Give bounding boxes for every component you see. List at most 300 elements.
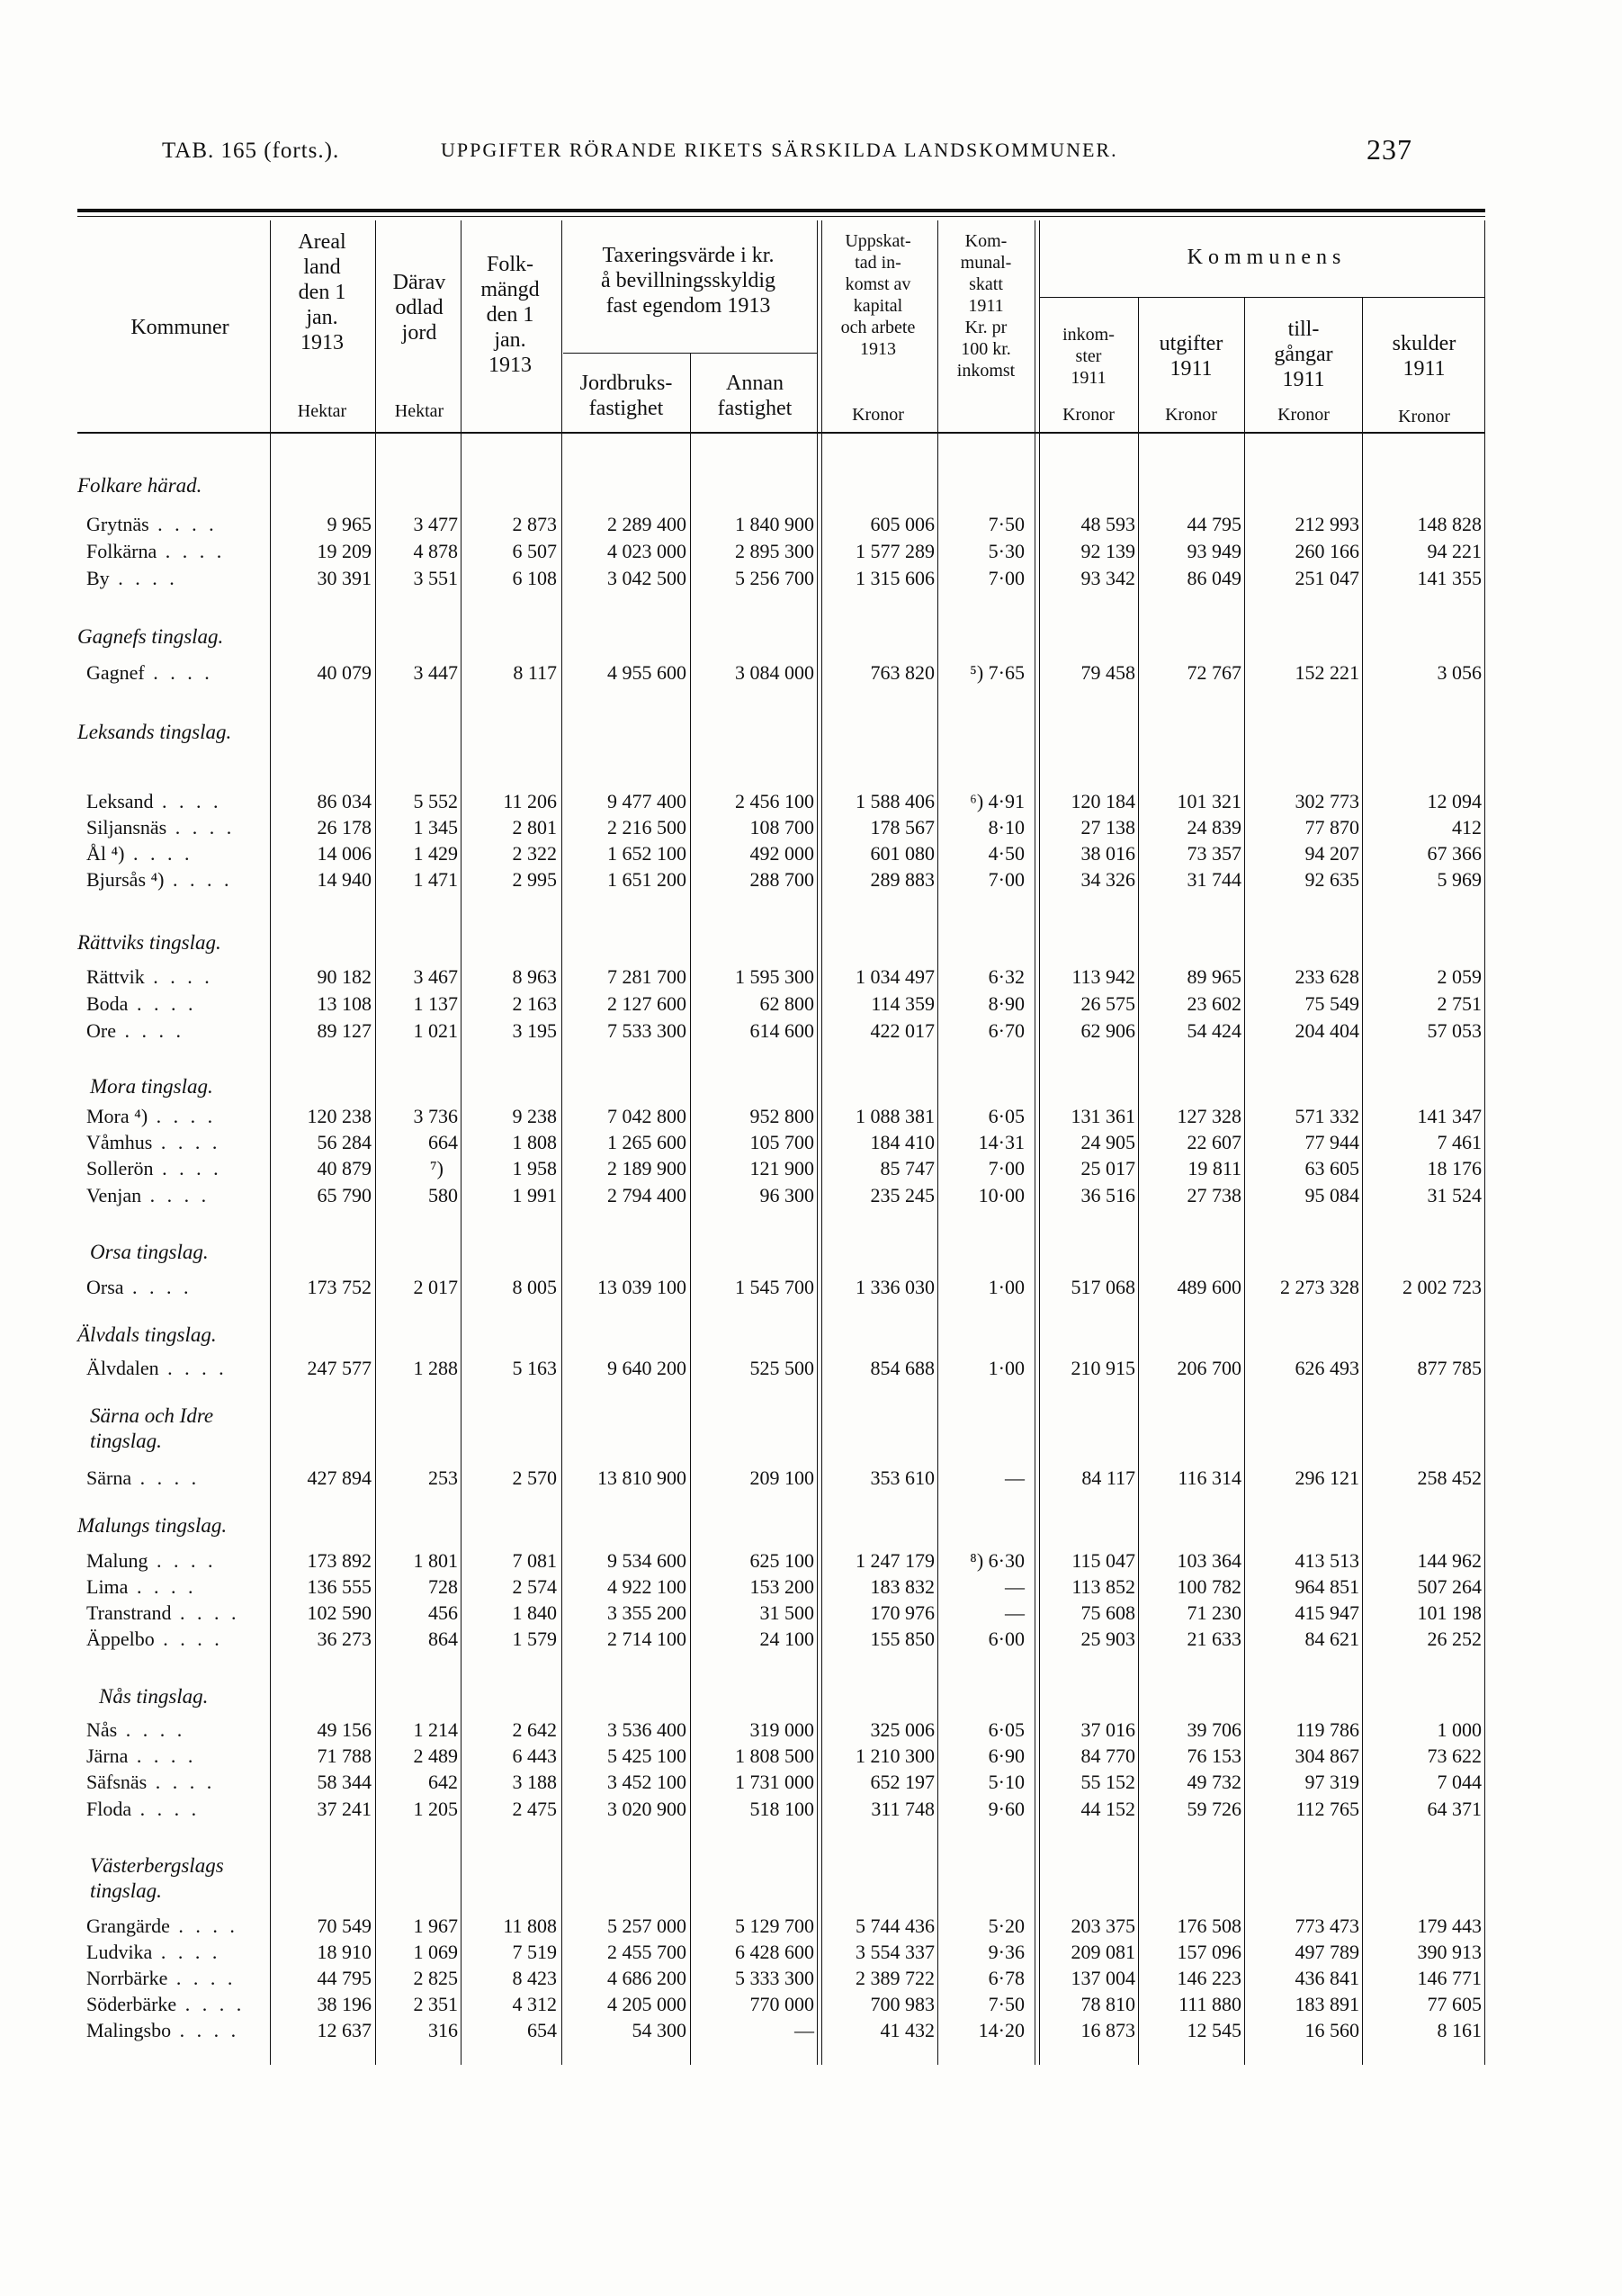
skatt-cell: — — [1005, 1601, 1025, 1624]
utg-cell: 93 949 — [1187, 540, 1241, 562]
col-kommunens-heading: K o m m u n e n s — [1187, 246, 1341, 269]
annan-cell: 952 800 — [749, 1105, 814, 1127]
till-cell: 571 332 — [1295, 1105, 1359, 1127]
unit-areal: Hektar — [297, 401, 347, 421]
upp-cell: 1 247 179 — [856, 1549, 935, 1572]
kommun-name: Ore . . . . — [86, 1019, 184, 1043]
unit-odlad: Hektar — [394, 401, 444, 421]
jord-cell: 5 425 100 — [607, 1744, 686, 1767]
odlad-cell: 1 471 — [413, 868, 458, 891]
annan-cell: 1 808 500 — [735, 1744, 814, 1767]
sku-cell: 146 771 — [1417, 1967, 1482, 1989]
folk-cell: 2 163 — [512, 992, 557, 1015]
areal-cell: 247 577 — [307, 1357, 372, 1379]
utg-cell: 23 602 — [1187, 992, 1241, 1015]
kommun-name: Våmhus . . . . — [86, 1131, 220, 1154]
sku-cell: 507 264 — [1417, 1575, 1482, 1598]
kommun-name: Lima . . . . — [86, 1575, 196, 1599]
folk-cell: 8 423 — [512, 1967, 557, 1989]
skatt-cell: 5·30 — [988, 540, 1025, 562]
ink-cell: 16 873 — [1080, 2019, 1135, 2041]
table-label: TAB. 165 (forts.). — [162, 139, 340, 163]
kommun-name: Orsa . . . . — [86, 1276, 193, 1299]
table-row — [0, 1771, 1622, 1794]
ink-cell: 92 139 — [1080, 540, 1135, 562]
utg-cell: 12 545 — [1187, 2019, 1241, 2041]
utg-cell: 49 732 — [1187, 1771, 1241, 1793]
till-cell: 204 404 — [1295, 1019, 1359, 1042]
folk-cell: 2 570 — [512, 1466, 557, 1489]
ink-cell: 84 770 — [1080, 1744, 1135, 1767]
areal-cell: 56 284 — [317, 1131, 372, 1153]
kommun-name: Malung . . . . — [86, 1549, 216, 1573]
ink-cell: 26 575 — [1080, 992, 1135, 1015]
sku-cell: 31 524 — [1427, 1184, 1482, 1206]
sku-cell: 7 044 — [1437, 1771, 1482, 1793]
annan-cell: 2 895 300 — [735, 540, 814, 562]
upp-cell: 289 883 — [870, 868, 935, 891]
jord-cell: 2 289 400 — [607, 513, 686, 535]
annan-cell: 5 333 300 — [735, 1967, 814, 1989]
section-heading: Malungs tingslag. — [77, 1514, 228, 1537]
jord-cell: 3 536 400 — [607, 1718, 686, 1741]
sku-cell: 148 828 — [1417, 513, 1482, 535]
skatt-cell: 6·05 — [988, 1105, 1025, 1127]
odlad-cell: 1 205 — [413, 1798, 458, 1820]
folk-cell: 3 195 — [512, 1019, 557, 1042]
ink-cell: 25 017 — [1080, 1157, 1135, 1179]
areal-cell: 13 108 — [317, 992, 372, 1015]
utg-cell: 54 424 — [1187, 1019, 1241, 1042]
section-heading: Orsa tingslag. — [90, 1241, 209, 1263]
ink-cell: 37 016 — [1080, 1718, 1135, 1741]
jord-cell: 13 810 900 — [597, 1466, 686, 1489]
odlad-cell: 3 477 — [413, 513, 458, 535]
jord-cell: 3 042 500 — [607, 567, 686, 589]
folk-cell: 2 995 — [512, 868, 557, 891]
utg-cell: 116 314 — [1178, 1466, 1241, 1489]
ink-cell: 44 152 — [1080, 1798, 1135, 1820]
folk-cell: 8 005 — [512, 1276, 557, 1298]
jord-cell: 3 452 100 — [607, 1771, 686, 1793]
areal-cell: 70 549 — [317, 1915, 372, 1937]
skatt-cell: 1·00 — [988, 1357, 1025, 1379]
upp-cell: 1 336 030 — [856, 1276, 935, 1298]
sku-cell: 8 161 — [1437, 2019, 1482, 2041]
utg-cell: 76 153 — [1187, 1744, 1241, 1767]
utg-cell: 21 633 — [1187, 1628, 1241, 1650]
table-row — [0, 1993, 1622, 2016]
upp-cell: 1 088 381 — [856, 1105, 935, 1127]
annan-cell: 62 800 — [759, 992, 814, 1015]
areal-cell: 18 910 — [317, 1941, 372, 1963]
jord-cell: 2 127 600 — [607, 992, 686, 1015]
areal-cell: 40 079 — [317, 661, 372, 684]
odlad-cell: 580 — [428, 1184, 458, 1206]
skatt-cell: 6·32 — [988, 965, 1025, 988]
till-cell: 2 273 328 — [1280, 1276, 1359, 1298]
jord-cell: 2 794 400 — [607, 1184, 686, 1206]
skatt-cell: 14·31 — [978, 1131, 1025, 1153]
kommun-name: Rättvik . . . . — [86, 965, 213, 989]
odlad-cell: 3 447 — [413, 661, 458, 684]
upp-cell: 854 688 — [870, 1357, 935, 1379]
areal-cell: 136 555 — [307, 1575, 372, 1598]
areal-cell: 71 788 — [317, 1744, 372, 1767]
table-row — [0, 513, 1622, 536]
areal-cell: 427 894 — [307, 1466, 372, 1489]
col-folkmangd: Folk- mängd den 1 jan. 1913 — [480, 253, 540, 377]
till-cell: 497 789 — [1295, 1941, 1359, 1963]
till-cell: 77 944 — [1304, 1131, 1359, 1153]
areal-cell: 40 879 — [317, 1157, 372, 1179]
jord-cell: 5 257 000 — [607, 1915, 686, 1937]
col-skulder: skulder 1911 — [1392, 332, 1456, 381]
table-row — [0, 661, 1622, 685]
upp-cell: 178 567 — [870, 816, 935, 839]
jord-cell: 7 533 300 — [607, 1019, 686, 1042]
annan-cell: 1 731 000 — [735, 1771, 814, 1793]
utg-cell: 22 607 — [1187, 1131, 1241, 1153]
upp-cell: 325 006 — [870, 1718, 935, 1741]
odlad-cell: 5 552 — [413, 790, 458, 812]
sku-cell: 26 252 — [1427, 1628, 1482, 1650]
jord-cell: 4 686 200 — [607, 1967, 686, 1989]
annan-cell: 288 700 — [749, 868, 814, 891]
unit-skulder: Kronor — [1398, 407, 1450, 426]
odlad-cell: 316 — [428, 2019, 458, 2041]
jord-cell: 4 922 100 — [607, 1575, 686, 1598]
kommun-name: Sollerön . . . . — [86, 1157, 222, 1180]
folk-cell: 1 958 — [512, 1157, 557, 1179]
table-row — [0, 1744, 1622, 1768]
skatt-cell: 4·50 — [988, 842, 1025, 865]
sku-cell: 179 443 — [1417, 1915, 1482, 1937]
skatt-cell: 5·20 — [988, 1915, 1025, 1937]
sku-cell: 390 913 — [1417, 1941, 1482, 1963]
skatt-cell: ⁸) 6·30 — [970, 1549, 1025, 1572]
table-row — [0, 842, 1622, 865]
odlad-cell: 253 — [428, 1466, 458, 1489]
odlad-cell: 2 017 — [413, 1276, 458, 1298]
kommun-name: Floda . . . . — [86, 1798, 200, 1821]
folk-cell: 11 808 — [503, 1915, 557, 1937]
skatt-cell: 5·10 — [988, 1771, 1025, 1793]
section-heading: Folkare härad. — [77, 474, 202, 497]
annan-cell: 2 456 100 — [735, 790, 814, 812]
till-cell: 212 993 — [1295, 513, 1359, 535]
annan-cell: 1 545 700 — [735, 1276, 814, 1298]
sku-cell: 12 094 — [1427, 790, 1482, 812]
sku-cell: 258 452 — [1417, 1466, 1482, 1489]
annan-cell: 5 129 700 — [735, 1915, 814, 1937]
sku-cell: 73 622 — [1427, 1744, 1482, 1767]
utg-cell: 44 795 — [1187, 513, 1241, 535]
annan-cell: 1 840 900 — [735, 513, 814, 535]
jord-cell: 9 477 400 — [607, 790, 686, 812]
kommun-name: Gagnef . . . . — [86, 661, 213, 685]
ink-cell: 84 117 — [1081, 1466, 1135, 1489]
skatt-cell: 8·90 — [988, 992, 1025, 1015]
till-cell: 436 841 — [1295, 1967, 1359, 1989]
sku-cell: 412 — [1452, 816, 1482, 839]
folk-cell: 4 312 — [512, 1993, 557, 2015]
ink-cell: 115 047 — [1071, 1549, 1135, 1572]
kommun-name: Leksand . . . . — [86, 790, 222, 813]
jord-cell: 7 042 800 — [607, 1105, 686, 1127]
till-cell: 302 773 — [1295, 790, 1359, 812]
table-row — [0, 1798, 1622, 1821]
utg-cell: 31 744 — [1187, 868, 1241, 891]
jord-cell: 4 023 000 — [607, 540, 686, 562]
skatt-cell: 14·20 — [978, 2019, 1025, 2041]
col-utgifter: utgifter 1911 — [1159, 332, 1223, 381]
col-kommuner: Kommuner — [130, 316, 229, 339]
utg-cell: 157 096 — [1177, 1941, 1241, 1963]
ink-cell: 203 375 — [1071, 1915, 1135, 1937]
table-row — [0, 790, 1622, 813]
kommun-name: Norrbärke . . . . — [86, 1967, 236, 1990]
ink-cell: 120 184 — [1071, 790, 1135, 812]
areal-cell: 65 790 — [317, 1184, 372, 1206]
folk-cell: 7 081 — [512, 1549, 557, 1572]
table-row — [0, 1718, 1622, 1742]
upp-cell: 114 359 — [871, 992, 935, 1015]
areal-cell: 49 156 — [317, 1718, 372, 1741]
table-row — [0, 1276, 1622, 1299]
folk-cell: 654 — [527, 2019, 557, 2041]
kommun-name: Siljansnäs . . . . — [86, 816, 235, 839]
skatt-cell: ⁶) 4·91 — [970, 790, 1025, 812]
utg-cell: 86 049 — [1187, 567, 1241, 589]
till-cell: 77 870 — [1304, 816, 1359, 839]
utg-cell: 111 880 — [1178, 1993, 1241, 2015]
folk-cell: 5 163 — [512, 1357, 557, 1379]
utg-cell: 101 321 — [1177, 790, 1241, 812]
col-inkomster: inkom- ster 1911 — [1062, 325, 1115, 388]
utg-cell: 89 965 — [1187, 965, 1241, 988]
upp-cell: 1 315 606 — [856, 567, 935, 589]
section-heading: Gagnefs tingslag. — [77, 625, 224, 648]
utg-cell: 176 508 — [1177, 1915, 1241, 1937]
odlad-cell: 4 878 — [413, 540, 458, 562]
table-row — [0, 1105, 1622, 1128]
jord-cell: 2 455 700 — [607, 1941, 686, 1963]
odlad-cell: 1 137 — [413, 992, 458, 1015]
table-row — [0, 540, 1622, 563]
till-cell: 304 867 — [1295, 1744, 1359, 1767]
sku-cell: 18 176 — [1427, 1157, 1482, 1179]
till-cell: 119 786 — [1295, 1718, 1359, 1741]
col-areal: Areal land den 1 jan. 1913 — [298, 230, 346, 354]
kommun-name: Grytnäs . . . . — [86, 513, 218, 536]
table-row — [0, 992, 1622, 1016]
areal-cell: 89 127 — [317, 1019, 372, 1042]
annan-cell: 121 900 — [749, 1157, 814, 1179]
jord-cell: 9 640 200 — [607, 1357, 686, 1379]
areal-cell: 58 344 — [317, 1771, 372, 1793]
section-heading: Älvdals tingslag. — [77, 1323, 217, 1346]
table-row — [0, 1466, 1622, 1490]
utg-cell: 19 811 — [1187, 1157, 1241, 1179]
till-cell: 964 851 — [1295, 1575, 1359, 1598]
upp-cell: 183 832 — [870, 1575, 935, 1598]
jord-cell: 54 300 — [632, 2019, 686, 2041]
upp-cell: 311 748 — [871, 1798, 935, 1820]
skatt-cell: 6·90 — [988, 1744, 1025, 1767]
kommun-name: Särna . . . . — [86, 1466, 200, 1490]
skatt-cell: — — [1005, 1466, 1025, 1489]
sku-cell: 877 785 — [1417, 1357, 1482, 1379]
utg-cell: 127 328 — [1177, 1105, 1241, 1127]
folk-cell: 8 963 — [512, 965, 557, 988]
unit-inkomster: Kronor — [1062, 405, 1115, 425]
till-cell: 97 319 — [1304, 1771, 1359, 1793]
page-header — [162, 133, 1412, 169]
odlad-cell: 2 825 — [413, 1967, 458, 1989]
unit-tillgangar: Kronor — [1277, 405, 1330, 425]
kommun-name: Bjursås ⁴) . . . . — [86, 868, 233, 892]
annan-cell: 6 428 600 — [735, 1941, 814, 1963]
upp-cell: 235 245 — [870, 1184, 935, 1206]
header-bottom-rule — [77, 432, 1485, 434]
areal-cell: 90 182 — [317, 965, 372, 988]
upp-cell: 3 554 337 — [856, 1941, 935, 1963]
odlad-cell: 1 429 — [413, 842, 458, 865]
col-darav: Därav odlad jord — [392, 271, 446, 345]
till-cell: 413 513 — [1295, 1549, 1359, 1572]
kommun-name: By . . . . — [86, 567, 178, 590]
utg-cell: 71 230 — [1187, 1601, 1241, 1624]
upp-cell: 1 210 300 — [856, 1744, 935, 1767]
odlad-cell: 664 — [428, 1131, 458, 1153]
upp-cell: 2 389 722 — [856, 1967, 935, 1989]
ink-cell: 34 326 — [1080, 868, 1135, 891]
odlad-cell: 1 021 — [413, 1019, 458, 1042]
utg-cell: 39 706 — [1187, 1718, 1241, 1741]
sku-cell: 7 461 — [1437, 1131, 1482, 1153]
ink-cell: 55 152 — [1080, 1771, 1135, 1793]
jord-cell: 4 205 000 — [607, 1993, 686, 2015]
areal-cell: 38 196 — [317, 1993, 372, 2015]
areal-cell: 12 637 — [317, 2019, 372, 2041]
skatt-cell: 9·60 — [988, 1798, 1025, 1820]
ink-cell: 210 915 — [1071, 1357, 1135, 1379]
ink-cell: 25 903 — [1080, 1628, 1135, 1650]
sku-cell: 67 366 — [1427, 842, 1482, 865]
annan-cell: — — [794, 2019, 814, 2041]
utg-cell: 100 782 — [1177, 1575, 1241, 1598]
annan-cell: 96 300 — [759, 1184, 814, 1206]
annan-cell: 614 600 — [749, 1019, 814, 1042]
sku-cell: 64 371 — [1427, 1798, 1482, 1820]
annan-cell: 5 256 700 — [735, 567, 814, 589]
folk-cell: 2 475 — [512, 1798, 557, 1820]
ink-cell: 137 004 — [1071, 1967, 1135, 1989]
upp-cell: 422 017 — [870, 1019, 935, 1042]
till-cell: 152 221 — [1295, 661, 1359, 684]
table-row — [0, 1915, 1622, 1938]
areal-cell: 173 752 — [307, 1276, 372, 1298]
kommun-name: Malingsbo . . . . — [86, 2019, 239, 2042]
annan-cell: 105 700 — [749, 1131, 814, 1153]
kommun-name: Järna . . . . — [86, 1744, 196, 1768]
areal-cell: 36 273 — [317, 1628, 372, 1650]
odlad-cell: 2 489 — [413, 1744, 458, 1767]
col-kommunalskatt: Kom- munal- skatt 1911 Kr. pr 100 kr. inkomst — [956, 231, 1016, 381]
sku-cell: 5 969 — [1437, 868, 1482, 891]
skatt-cell: 7·00 — [988, 567, 1025, 589]
ink-cell: 209 081 — [1071, 1941, 1135, 1963]
skatt-cell: 1·00 — [988, 1276, 1025, 1298]
areal-cell: 44 795 — [317, 1967, 372, 1989]
upp-cell: 763 820 — [870, 661, 935, 684]
sku-cell: 2 059 — [1437, 965, 1482, 988]
kommun-name: Grangärde . . . . — [86, 1915, 238, 1938]
odlad-cell: 1 967 — [413, 1915, 458, 1937]
till-cell: 183 891 — [1295, 1993, 1359, 2015]
jord-cell: 2 714 100 — [607, 1628, 686, 1650]
section-heading: Västerbergslags tingslag. — [90, 1854, 224, 1902]
areal-cell: 14 006 — [317, 842, 372, 865]
upp-cell: 170 976 — [870, 1601, 935, 1624]
upp-cell: 5 744 436 — [856, 1915, 935, 1937]
till-cell: 84 621 — [1304, 1628, 1359, 1650]
skatt-cell: 7·50 — [988, 1993, 1025, 2015]
table-row — [0, 2019, 1622, 2042]
upp-cell: 353 610 — [870, 1466, 935, 1489]
upp-cell: 41 432 — [880, 2019, 935, 2041]
annan-cell: 3 084 000 — [735, 661, 814, 684]
skatt-cell: 9·36 — [988, 1941, 1025, 1963]
upp-cell: 1 034 497 — [856, 965, 935, 988]
areal-cell: 26 178 — [317, 816, 372, 839]
folk-cell: 9 238 — [512, 1105, 557, 1127]
skatt-cell: 7·00 — [988, 868, 1025, 891]
areal-cell: 120 238 — [307, 1105, 372, 1127]
upp-cell: 605 006 — [870, 513, 935, 535]
ink-cell: 78 810 — [1080, 1993, 1135, 2015]
kommun-name: Transtrand . . . . — [86, 1601, 240, 1625]
utg-cell: 489 600 — [1177, 1276, 1241, 1298]
areal-cell: 173 892 — [307, 1549, 372, 1572]
utg-cell: 27 738 — [1187, 1184, 1241, 1206]
skatt-cell: 8·10 — [988, 816, 1025, 839]
ink-cell: 113 942 — [1071, 965, 1135, 988]
table-title: UPPGIFTER RÖRANDE RIKETS SÄRSKILDA LANDSKOMMUNER. — [441, 139, 1118, 161]
kommun-name: Nås . . . . — [86, 1718, 185, 1742]
table-row — [0, 1967, 1622, 1990]
sku-cell: 94 221 — [1427, 540, 1482, 562]
upp-cell: 601 080 — [870, 842, 935, 865]
upp-cell: 184 410 — [870, 1131, 935, 1153]
utg-cell: 73 357 — [1187, 842, 1241, 865]
odlad-cell: 456 — [428, 1601, 458, 1624]
jord-cell: 13 039 100 — [597, 1276, 686, 1298]
kommunens-subrule — [1040, 297, 1484, 298]
folk-cell: 6 108 — [512, 567, 557, 589]
folk-cell: 2 873 — [512, 513, 557, 535]
odlad-cell: 3 467 — [413, 965, 458, 988]
table-row — [0, 1131, 1622, 1154]
table-row — [0, 1184, 1622, 1207]
areal-cell: 30 391 — [317, 567, 372, 589]
odlad-cell: 3 736 — [413, 1105, 458, 1127]
table-row — [0, 1549, 1622, 1573]
odlad-cell: 2 351 — [413, 1993, 458, 2015]
table-row — [0, 816, 1622, 839]
annan-cell: 31 500 — [759, 1601, 814, 1624]
